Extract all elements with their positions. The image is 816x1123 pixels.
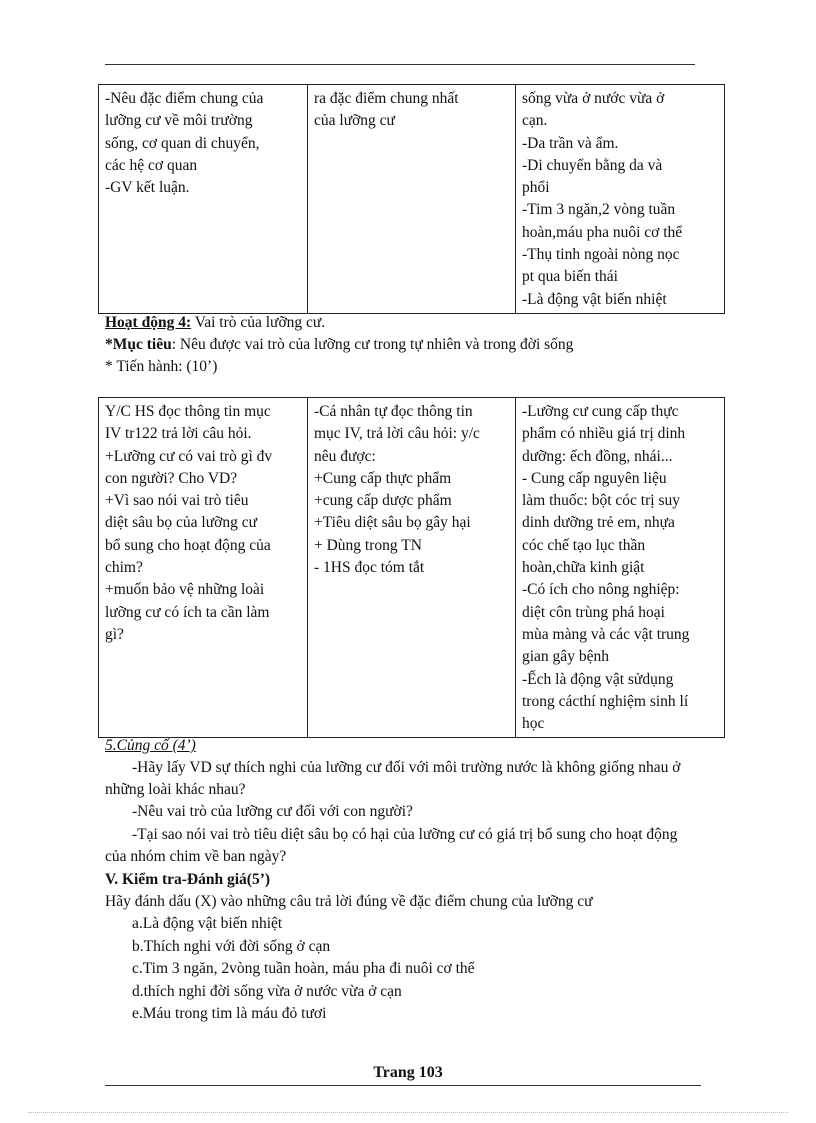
cell-line: -Tim 3 ngăn,2 vòng tuần [522,201,676,219]
cell-line: dinh dưỡng trẻ em, nhựa [522,514,675,532]
cell-line: hoàn,chữa kinh giật [522,559,645,577]
question-3-cont: của nhóm chim về ban ngày? [105,848,287,865]
cell-line: con người? Cho VD? [105,469,238,487]
goal-line [105,334,573,356]
cell-line: phẩm có nhiều giá trị dinh [522,425,686,443]
option-e: e.Máu trong tim là máu đỏ tươi [132,1005,327,1022]
cell-line: pt qua biến thái [522,268,618,286]
cell-line: diệt sâu bọ của lưỡng cư [105,514,257,532]
cell-line: -Di chuyển bằng da và [522,156,663,174]
question-1: -Hãy lấy VD sự thích nghi của lưỡng cư đối với môi trường nước là không giống nhau ở [132,759,681,776]
option-d: d.thích nghi đời sống vừa ở nước vừa ở cạn [132,983,402,1000]
cell-line: -GV kết luận. [105,179,190,197]
assessment-instruction: Hãy đánh dấu (X) vào những câu trả lời đúng về đặc điểm chung của lưỡng cư [105,893,593,910]
teacher-activity-cell [99,85,308,314]
cell-line: cạn. [522,112,548,130]
content-cell [516,85,725,314]
goal-label: *Mục tiêu [105,336,172,353]
student-activity-cell [308,398,516,738]
cell-line: làm thuốc: bột cóc trị suy [522,492,680,510]
cell-line: hoàn,máu pha nuôi cơ thể [522,223,683,241]
cell-line: lưỡng cư có ích ta cần làm [105,603,270,621]
cell-line: +cung cấp dược phẩm [314,492,452,510]
cell-line: bổ sung cho hoạt động của [105,536,271,554]
option-b: b.Thích nghi với đời sống ở cạn [132,938,331,955]
cell-line: cóc chế tạo lục thần [522,536,646,554]
cell-line: -Là động vật biến nhiệt [522,290,667,308]
cell-line: sống vừa ở nước vừa ở [522,90,665,107]
consolidate-title: 5.Củng cố (4’) [105,737,196,754]
cell-line: của lưỡng cư [314,112,395,130]
characteristics-table [98,84,725,314]
goal-text: : Nêu được vai trò của lưỡng cư trong tự nhiên và trong đời sống [171,336,574,353]
cell-line: chim? [105,559,143,577]
cell-line: -Cá nhân tự đọc thông tin [314,403,473,420]
cell-line: +muốn bảo vệ những loài [105,581,265,599]
cell-line: nêu được: [314,447,376,465]
cell-line: -Lưỡng cư cung cấp thực [522,403,679,420]
cell-line: IV tr122 trả lời câu hỏi. [105,425,252,443]
page-edge-dots [28,1112,788,1113]
cell-line: +Cung cấp thực phẩm [314,469,452,487]
question-1-cont: những loài khác nhau? [105,781,246,798]
cell-line: gì? [105,625,124,643]
cell-line: - Cung cấp nguyên liệu [522,469,667,487]
table-row [99,85,725,314]
procedure-line: * Tiến hành: (10’) [105,358,218,375]
cell-line: -Nêu đặc điểm chung của [105,90,264,107]
cell-line: học [522,715,545,733]
cell-line: mùa màng và các vật trung [522,625,690,643]
activity-4-label: Hoạt động 4: [105,314,192,331]
cell-line: - 1HS đọc tóm tắt [314,559,425,577]
cell-line: Y/C HS đọc thông tin mục [105,403,271,420]
activity-4-heading [105,312,325,334]
cell-line: + Dùng trong TN [314,536,422,554]
header-rule [105,64,695,65]
roles-table [98,397,725,738]
activity-4-title: Vai trò của lưỡng cư. [191,314,326,331]
table-row [99,398,725,738]
question-3: -Tại sao nói vai trò tiêu diệt sâu bọ có hại của lưỡng cư có giá trị bổ sung cho hoạt động [132,826,678,843]
cell-line: +Vì sao nói vai trò tiêu [105,492,249,510]
cell-line: trong cácthí nghiệm sinh lí [522,692,689,710]
content-cell [516,398,725,738]
cell-line: +Lưỡng cư có vai trò gì đv [105,447,273,465]
cell-line: -Thụ tinh ngoài nòng nọc [522,246,680,264]
cell-line: -Ếch là động vật sửdụng [522,670,674,688]
cell-line: mục IV, trả lời câu hỏi: y/c [314,425,480,443]
assessment-title: V. Kiểm tra-Đánh giá(5’) [105,871,271,888]
question-2: -Nêu vai trò của lưỡng cư đối với con người? [132,803,413,820]
student-activity-cell [308,85,516,314]
cell-line: -Da trần và ẩm. [522,134,619,152]
cell-line: gian gây bệnh [522,648,609,666]
cell-line: -Có ích cho nông nghiệp: [522,581,680,599]
option-a: a.Là động vật biến nhiệt [132,915,283,932]
cell-line: lưỡng cư về môi trường [105,112,253,130]
cell-line: ra đặc điểm chung nhất [314,90,459,107]
page-number: Trang 103 [373,1064,443,1081]
cell-line: +Tiêu diệt sâu bọ gây hại [314,514,471,532]
cell-line: phổi [522,179,550,197]
option-c: c.Tim 3 ngăn, 2vòng tuần hoàn, máu pha đi nuôi cơ thể [132,960,475,977]
cell-line: dưỡng: ếch đồng, nhái... [522,447,673,465]
cell-line: diệt côn trùng phá hoại [522,603,665,621]
cell-line: sống, cơ quan di chuyển, [105,134,260,152]
cell-line: các hệ cơ quan [105,156,198,174]
footer-rule [105,1085,701,1086]
teacher-activity-cell [99,398,308,738]
